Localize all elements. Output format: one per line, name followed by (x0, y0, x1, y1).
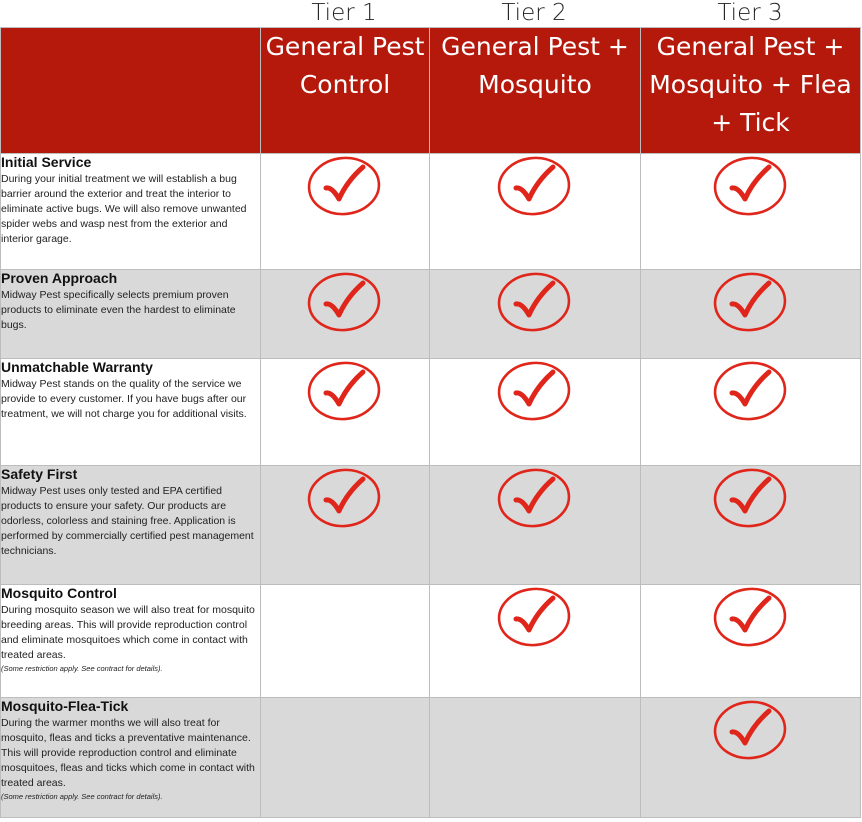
header-row (1, 28, 861, 154)
tier-3-cell (641, 698, 861, 818)
feature-row (1, 585, 861, 698)
tier-3-cell (641, 359, 861, 466)
check-circle-icon (641, 154, 860, 218)
check-circle-icon (261, 466, 429, 530)
header-corner (1, 28, 261, 154)
feature-note: (Some restriction apply. See contract for details). (1, 792, 163, 801)
tier-1-header: General Pest Control (261, 28, 430, 154)
tier-labels (0, 0, 862, 27)
tier-2-cell (430, 698, 641, 818)
check-circle-icon (641, 359, 860, 423)
feature-row (1, 466, 861, 585)
tier-3-cell (641, 270, 861, 359)
feature-cell (1, 698, 261, 818)
feature-cell (1, 466, 261, 585)
check-circle-icon (261, 270, 429, 334)
tier-2-cell (430, 466, 641, 585)
feature-cell (1, 585, 261, 698)
feature-note: (Some restriction apply. See contract for details). (1, 664, 163, 673)
feature-description: Midway Pest stands on the quality of the service we provide to every customer. If you have bugs after our treatment, we will not charge you for additional visits. (1, 378, 247, 420)
tier-3-cell (641, 585, 861, 698)
check-circle-icon (641, 585, 860, 649)
feature-title: Proven Approach (1, 270, 118, 286)
tier-2-header: General Pest + Mosquito (430, 28, 641, 154)
check-circle-icon (641, 466, 860, 530)
tier-1-cell (261, 466, 430, 585)
tier-2-cell (430, 359, 641, 466)
check-circle-icon (641, 270, 860, 334)
tier-3-header: General Pest + Mosquito + Flea + Tick (641, 28, 861, 154)
tier-2-cell (430, 585, 641, 698)
check-circle-icon (261, 154, 429, 218)
feature-description: During the warmer months we will also treat for mosquito, fleas and ticks a preventative maintenance. This will provide reproduction control and eliminate mosquitoes, fleas and ticks which come in contact with treated areas. (1, 717, 255, 789)
feature-title: Mosquito-Flea-Tick (1, 698, 129, 714)
check-circle-icon (430, 359, 640, 423)
check-circle-icon (261, 359, 429, 423)
feature-title: Safety First (1, 466, 78, 482)
feature-row (1, 698, 861, 818)
feature-description: Midway Pest uses only tested and EPA certified products to ensure your safety. Our products are odorless, colorless and staining free. Application is performed by commercially certified pest management technicians. (1, 485, 254, 557)
tier-1-cell (261, 698, 430, 818)
tier-2-cell (430, 270, 641, 359)
tier-2-label: Tier 2 (501, 0, 567, 26)
tier-1-cell (261, 359, 430, 466)
feature-row (1, 270, 861, 359)
feature-row (1, 154, 861, 270)
check-circle-icon (430, 466, 640, 530)
feature-description: During your initial treatment we will establish a bug barrier around the exterior and treat the interior to eliminate active bugs. We will also remove unwanted spider webs and wasp nest from the exterior and interior garage. (1, 173, 247, 245)
feature-description: During mosquito season we will also treat for mosquito breeding areas. This will provide reproduction control and eliminate mosquitoes which come in contact with treated areas. (1, 604, 255, 661)
feature-title: Mosquito Control (1, 585, 117, 601)
feature-title: Unmatchable Warranty (1, 359, 153, 375)
feature-cell (1, 154, 261, 270)
comparison-table (0, 27, 861, 818)
feature-description: Midway Pest specifically selects premium proven products to eliminate even the hardest to eliminate bugs. (1, 289, 236, 331)
feature-cell (1, 359, 261, 466)
tier-3-cell (641, 466, 861, 585)
tier-3-cell (641, 154, 861, 270)
tier-1-cell (261, 154, 430, 270)
check-circle-icon (430, 154, 640, 218)
tier-1-cell (261, 270, 430, 359)
feature-row (1, 359, 861, 466)
check-circle-icon (641, 698, 860, 762)
feature-cell (1, 270, 261, 359)
tier-2-cell (430, 154, 641, 270)
check-circle-icon (430, 270, 640, 334)
tier-3-label: Tier 3 (717, 0, 783, 26)
tier-1-cell (261, 585, 430, 698)
tier-1-label: Tier 1 (311, 0, 377, 26)
check-circle-icon (430, 585, 640, 649)
feature-title: Initial Service (1, 154, 92, 170)
